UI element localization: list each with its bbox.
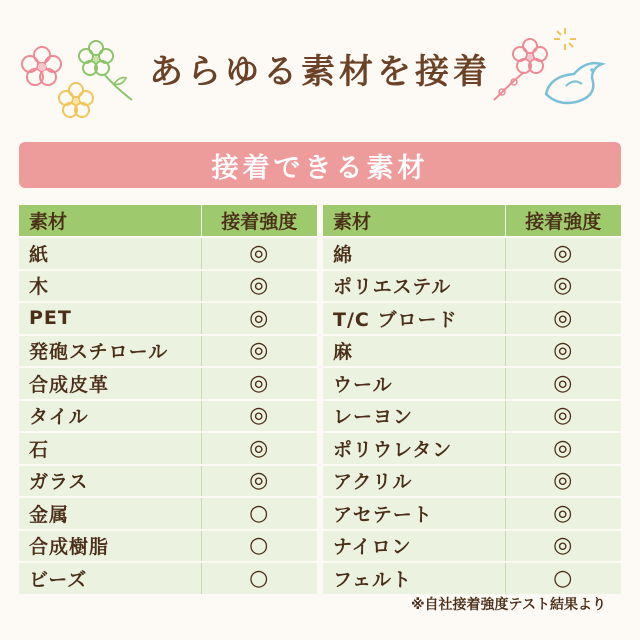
bird-icon	[540, 56, 610, 112]
material-cell: 紙	[19, 237, 201, 270]
strength-cell: ◎	[505, 270, 621, 303]
strength-cell: ◎	[505, 530, 621, 563]
strength-cell: ◎	[201, 465, 317, 498]
strength-cell: ○	[201, 530, 317, 563]
material-cell: ナイロン	[323, 530, 505, 563]
table-row	[323, 270, 621, 303]
material-cell: ビーズ	[19, 562, 201, 594]
material-cell: PET	[19, 302, 201, 335]
page-title: あらゆる素材を接着	[149, 52, 491, 92]
table-row	[19, 367, 317, 400]
material-cell: ポリエステル	[323, 270, 505, 303]
table-row	[19, 237, 317, 270]
strength-cell: ◎	[201, 302, 317, 335]
material-cell: 発砲スチロール	[19, 335, 201, 368]
material-cell: 合成樹脂	[19, 530, 201, 563]
table-row	[323, 302, 621, 335]
table-row	[19, 270, 317, 303]
leaf-icon	[490, 68, 530, 104]
material-cell: 合成皮革	[19, 367, 201, 400]
strength-cell: ◎	[201, 270, 317, 303]
table-row	[19, 335, 317, 368]
table-row	[19, 562, 317, 594]
table-row	[323, 367, 621, 400]
table-row	[19, 400, 317, 433]
strength-cell: ◎	[505, 302, 621, 335]
sparkle-icon	[552, 26, 578, 52]
header	[0, 0, 640, 125]
column-header-material: 素材	[19, 205, 201, 237]
material-cell: アクリル	[323, 465, 505, 498]
strength-cell: ◎	[505, 335, 621, 368]
table-row	[323, 497, 621, 530]
column-header-material: 素材	[323, 205, 505, 237]
section-banner	[19, 142, 621, 188]
materials-table-right	[323, 205, 621, 594]
banner-title: 接着できる素材	[211, 152, 429, 184]
column-header-strength: 接着強度	[505, 205, 621, 237]
material-cell: 綿	[323, 237, 505, 270]
strength-cell: ○	[201, 497, 317, 530]
strength-cell: ◎	[505, 237, 621, 270]
table-row	[19, 465, 317, 498]
material-cell: 麻	[323, 335, 505, 368]
table-row	[19, 530, 317, 563]
material-cell: ガラス	[19, 465, 201, 498]
material-cell: ウール	[323, 367, 505, 400]
material-cell: レーヨン	[323, 400, 505, 433]
strength-cell: ◎	[201, 237, 317, 270]
strength-cell: ◎	[505, 400, 621, 433]
strength-cell: ◎	[201, 335, 317, 368]
material-cell: フェルト	[323, 562, 505, 594]
table-row	[323, 432, 621, 465]
strength-cell: ◎	[201, 367, 317, 400]
material-cell: ポリウレタン	[323, 432, 505, 465]
strength-cell: ◎	[505, 465, 621, 498]
strength-cell: ○	[201, 562, 317, 594]
table-row	[19, 302, 317, 335]
material-cell: タイル	[19, 400, 201, 433]
table-header-row	[323, 205, 621, 237]
table-row	[19, 497, 317, 530]
materials-table-left	[19, 205, 317, 594]
table-row	[19, 432, 317, 465]
material-cell: アセテート	[323, 497, 505, 530]
table-header-row	[19, 205, 317, 237]
strength-cell: ◎	[201, 432, 317, 465]
table-row	[323, 335, 621, 368]
table-row	[323, 465, 621, 498]
material-cell: 金属	[19, 497, 201, 530]
strength-cell: ◎	[201, 400, 317, 433]
strength-cell: ○	[505, 562, 621, 594]
footnote: ※自社接着強度テスト結果より	[410, 597, 606, 613]
table-row	[323, 400, 621, 433]
strength-cell: ◎	[505, 432, 621, 465]
table-row	[323, 237, 621, 270]
column-header-strength: 接着強度	[201, 205, 317, 237]
material-cell: 木	[19, 270, 201, 303]
strength-cell: ◎	[505, 497, 621, 530]
material-cell: T/C ブロード	[323, 302, 505, 335]
table-row	[323, 530, 621, 563]
strength-cell: ◎	[505, 367, 621, 400]
material-cell: 石	[19, 432, 201, 465]
table-row	[323, 562, 621, 594]
